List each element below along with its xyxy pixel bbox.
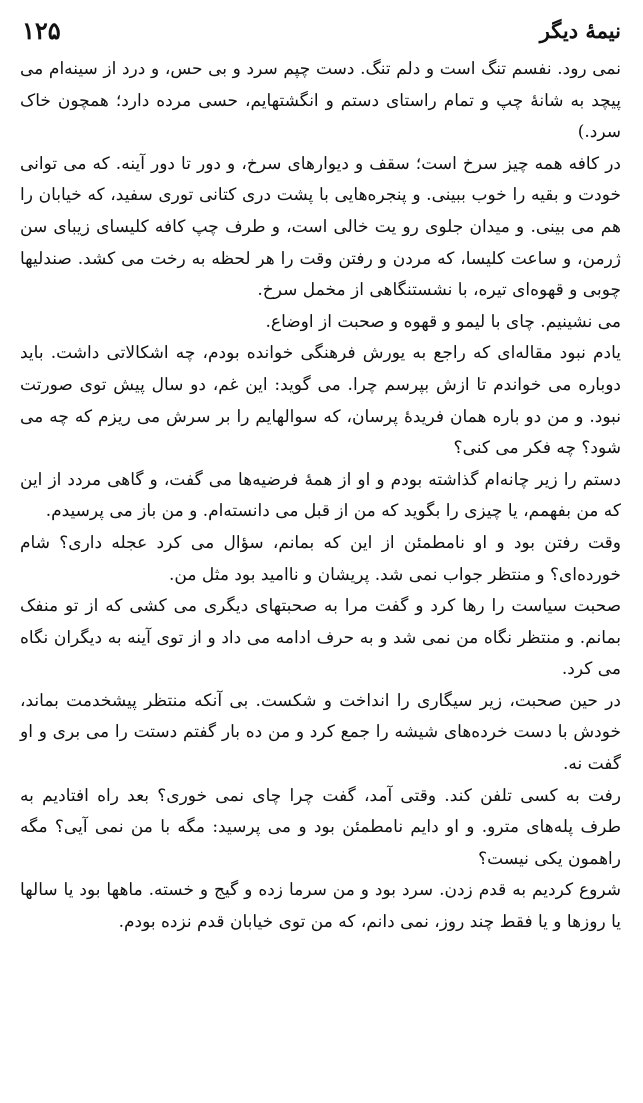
paragraph: می نشینیم. چای با لیمو و قهوه و صحبت از اوضاع.	[265, 311, 621, 332]
paragraph: صحبت سیاست را رها کرد و گفت مرا به صحبتهای دیگری می کشی که از تو منفک بمانم. و منتظر نگاه من نمی شد و به حرف ادامه می داد و از توی آینه به دیگران نگاه می کرد.	[20, 596, 621, 680]
paragraph: در حین صحبت، زیر سیگاری را انداخت و شکست. بی آنکه منتظر پیشخدمت بماند، خودش با دست خرده‌های شیشه را جمع کرد و من ده بار گفتم دستت را می بری و او گفت نه.	[20, 690, 621, 775]
paragraph: شروع کردیم به قدم زدن. سرد بود و من سرما زده و گیج و خسته. ماهها بود یا سالها یا روزها و یا فقط چند روز، نمی دانم، که من توی خیابان قدم نزده بودم.	[20, 880, 621, 933]
paragraph: یادم نبود مقاله‌ای که راجع به یورش فرهنگی خوانده بودم، چه اشکالاتی داشت. باید دوباره می خواندم تا ازش بپرسم چرا. می گوید: این غم، دو سال پیش توی صورتت نبود. و من دو باره همان فریدهٔ پرسان، که سوالهایم را بر سرش می ریزم که چه می شود؟ چه فکر می کنی؟	[20, 343, 621, 459]
page-header	[22, 12, 621, 52]
running-title: نیمهٔ دیگر	[539, 18, 621, 43]
paragraph: رفت به کسی تلفن کند. وقتی آمد، گفت چرا چای نمی خوری؟ بعد راه افتادیم به طرف پله‌های مترو. و او دایم نامطمئن بود و می پرسید: مگه با من نمی آیی؟ مگه راهمون یکی نیست؟	[20, 785, 621, 869]
page-number: ۱۲۵	[22, 16, 61, 45]
paragraph: نمی رود. نفسم تنگ است و دلم تنگ. دست چپم سرد و بی حس، و درد از سینه‌ام می پیچد به شانهٔ چپ و تمام راستای دستم و انگشتهایم، حسی مرده دارد؛ همچون خاک سرد.)	[20, 59, 621, 143]
paragraph: دستم را زیر چانه‌ام گذاشته بودم و او از همهٔ فرضیه‌ها می گفت، و گاهی مردد از این که من بفهمم، یا چیزی را بگوید که من از قبل می دانسته‌ام. و من باز می پرسیدم.	[20, 469, 621, 522]
paragraph: در کافه همه چیز سرخ است؛ سقف و دیوارهای سرخ، و دور تا دور آینه. که می توانی خودت و بقیه را خوب ببینی. و پنجره‌هایی با پشت دری کتانی توری سفید، که خیابان را هم می بینی. و میدان جلوی رو یت خالی است، و طرف چپ کافه کلیسای زیبای سن ژرمن، و ساعت کلیسا، که مردن و رفتن وقت را هر لحظه به رخت می کشد. صندلیها چوبی و قهوه‌ای تیره، با نشستنگاهی از مخمل سرخ.	[20, 153, 621, 301]
paragraph: وقت رفتن بود و او نامطمئن از این که بمانم، سؤال می کرد عجله داری؟ شام خورده‌ای؟ و منتظر جواب نمی شد. پریشان و ناامید بود مثل من.	[20, 532, 621, 585]
body-text	[20, 54, 621, 939]
